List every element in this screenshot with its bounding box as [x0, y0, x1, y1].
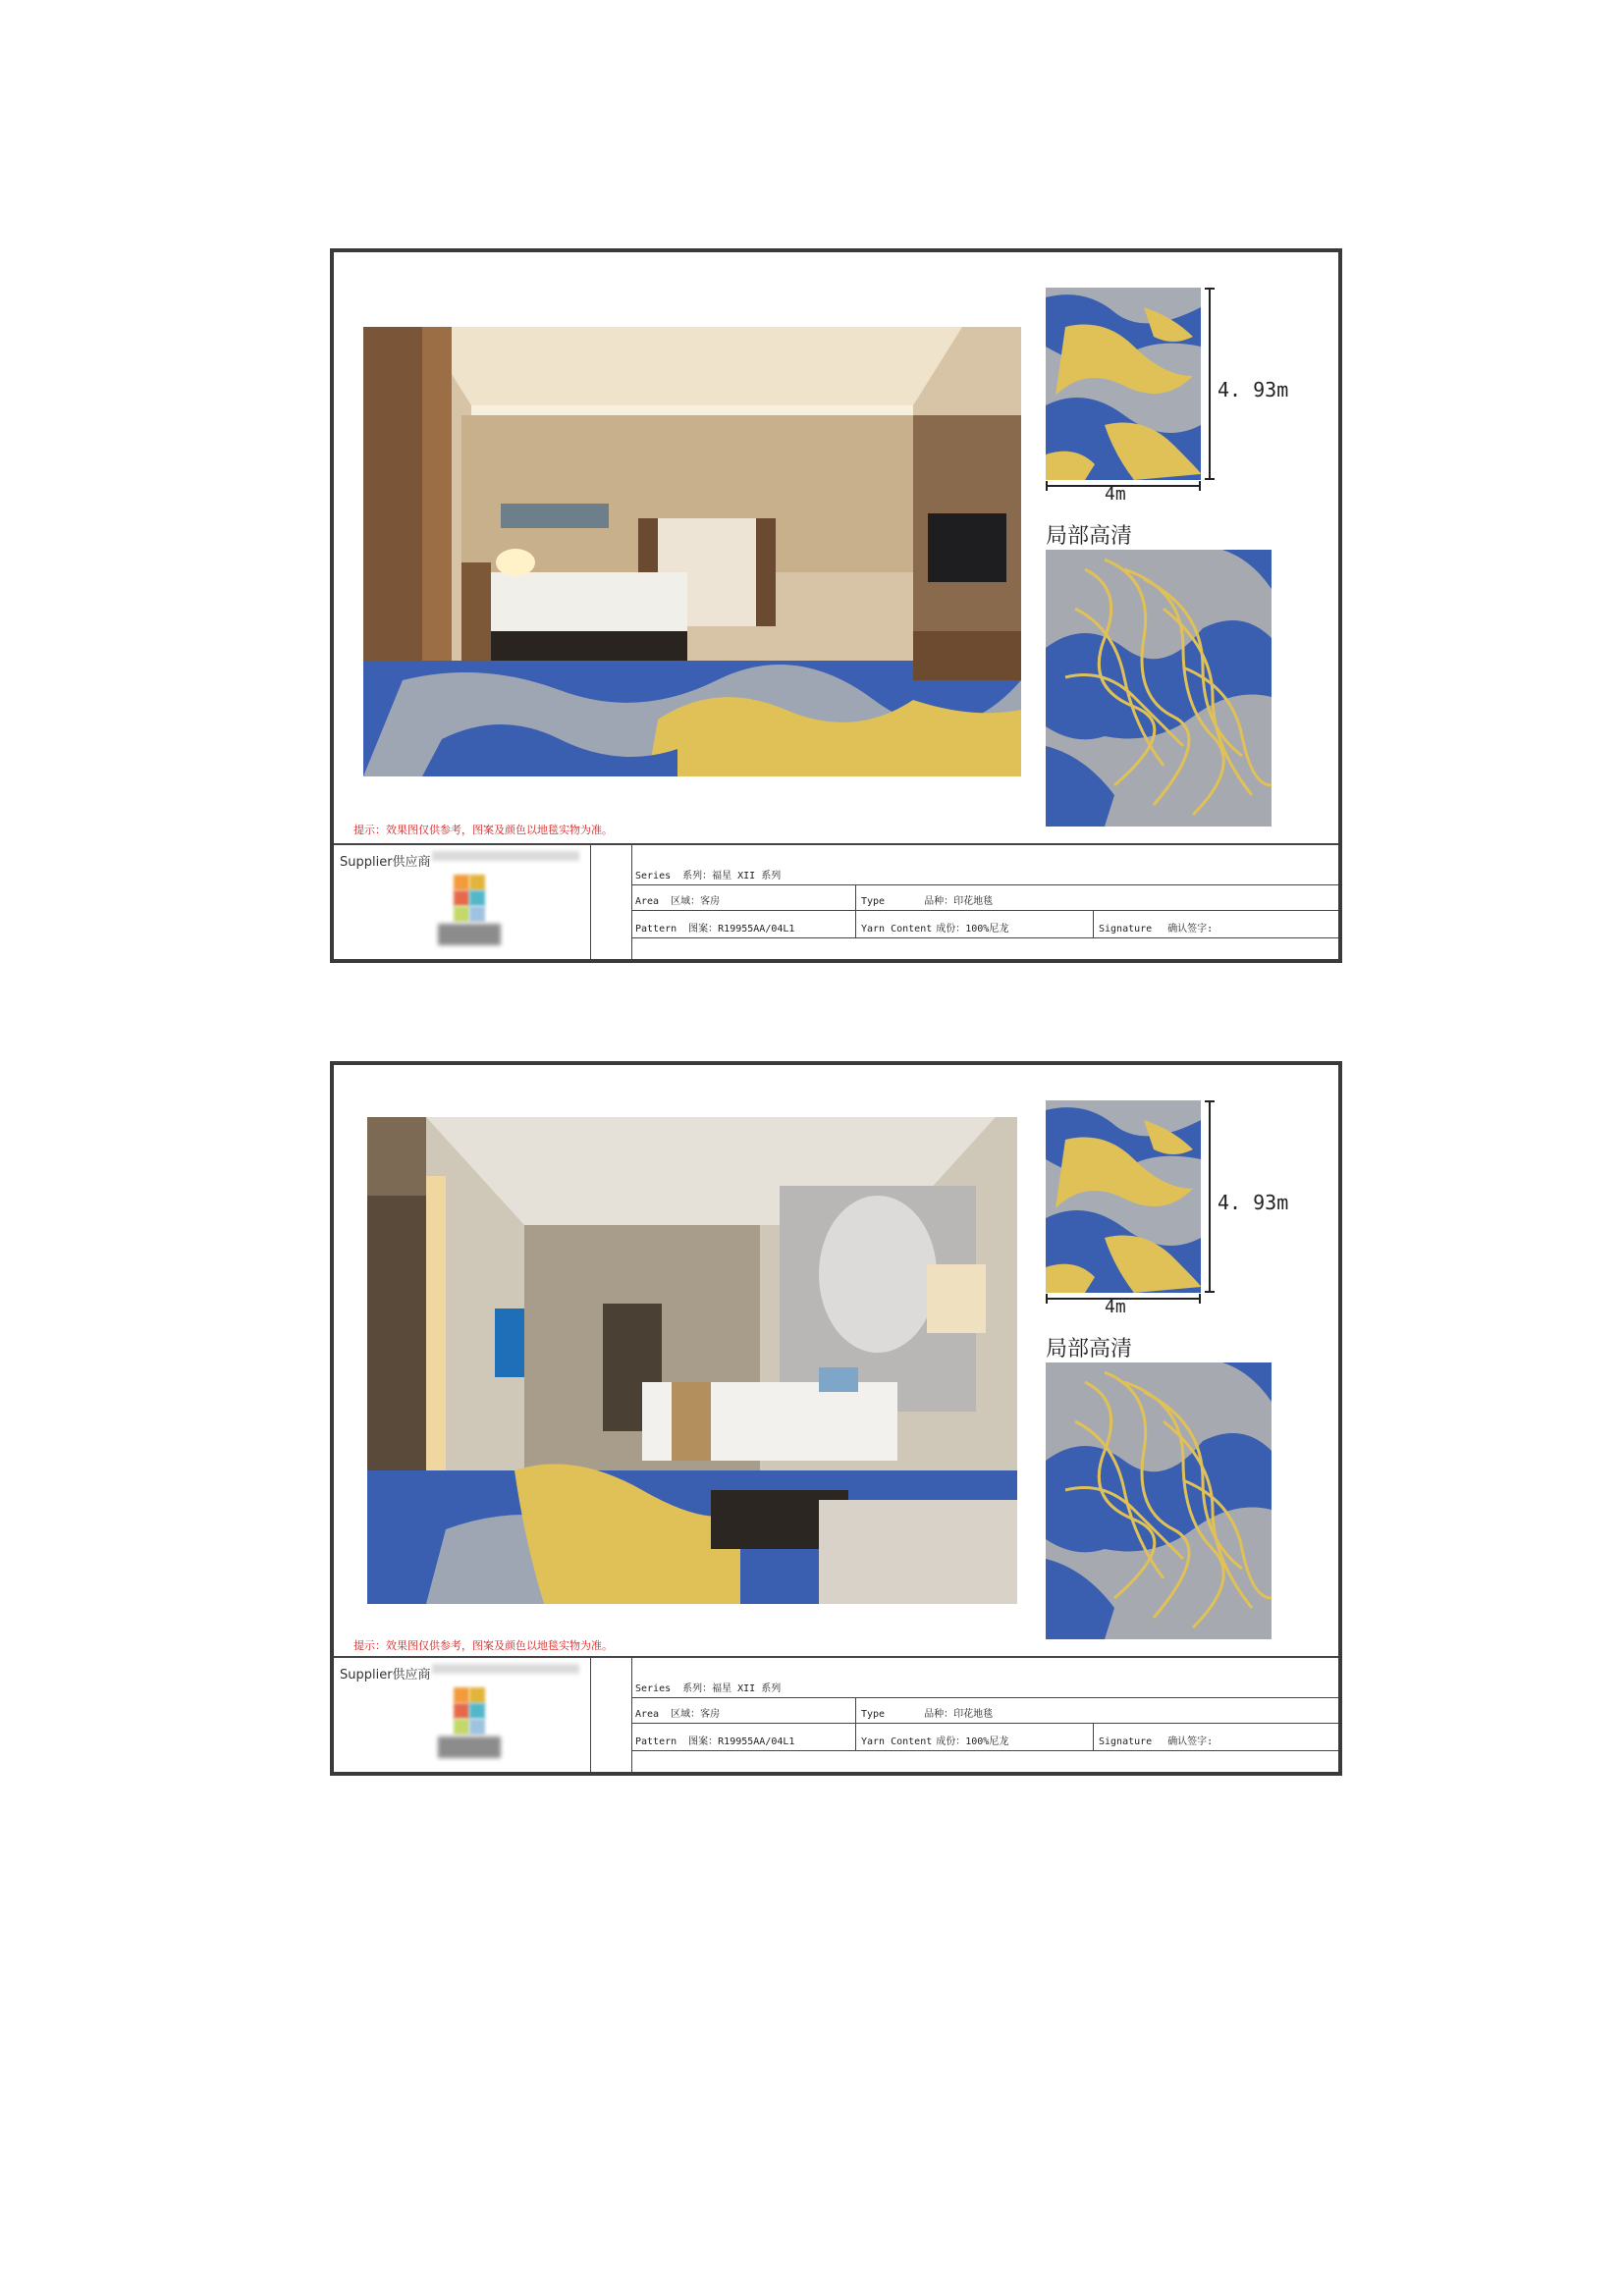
- area-key: Area: [635, 896, 660, 907]
- signature-key: Signature: [1099, 924, 1153, 934]
- room-render-image: [363, 327, 1021, 776]
- supplier-label: Supplier供应商: [340, 855, 431, 870]
- carpet-full-pattern-image: [1046, 288, 1201, 480]
- yarn-value: 成份：100%尼龙: [936, 924, 1009, 934]
- pattern-key: Pattern: [635, 1736, 677, 1747]
- height-dimension-label: 4. 93m: [1218, 378, 1289, 401]
- series-value: 系列：福星 XII 系列: [682, 871, 782, 881]
- type-key: Type: [861, 896, 886, 907]
- room-render-image: [367, 1117, 1017, 1604]
- signature-value: 确认签字:: [1167, 1736, 1214, 1747]
- area-value: 区域：客房: [671, 1709, 721, 1720]
- supplier-cell: [334, 845, 591, 959]
- height-dimension-line: [1205, 1100, 1215, 1293]
- area-value: 区域：客房: [671, 896, 721, 907]
- yarn-key: Yarn Content: [861, 1736, 933, 1747]
- signature-value: 确认签字:: [1167, 924, 1214, 934]
- carpet-full-pattern-image: [1046, 1100, 1201, 1293]
- width-dimension-label: 4m: [1105, 484, 1126, 505]
- area-type-row: [631, 884, 1338, 911]
- type-value: 品种：印花地毯: [924, 1709, 994, 1720]
- series-row: [631, 1672, 1338, 1698]
- type-value: 品种：印花地毯: [924, 896, 994, 907]
- series-key: Series: [635, 1683, 672, 1694]
- pattern-key: Pattern: [635, 924, 677, 934]
- supplier-cell: [334, 1658, 591, 1772]
- type-key: Type: [861, 1709, 886, 1720]
- height-dimension-label: 4. 93m: [1218, 1191, 1289, 1214]
- pattern-value: 图案：R19955AA/04L1: [688, 1736, 795, 1747]
- pattern-value: 图案：R19955AA/04L1: [688, 924, 795, 934]
- yarn-key: Yarn Content: [861, 924, 933, 934]
- detail-title: 局部高清: [1046, 524, 1133, 549]
- disclaimer-note: 提示：效果图仅供参考，图案及颜色以地毯实物为准。: [353, 1639, 613, 1652]
- carpet-spec-sheet: [330, 248, 1342, 963]
- carpet-detail-image: [1046, 550, 1272, 827]
- series-value: 系列：福星 XII 系列: [682, 1683, 782, 1694]
- title-block: [334, 843, 1338, 959]
- area-type-row: [631, 1697, 1338, 1724]
- supplier-label: Supplier供应商: [340, 1668, 431, 1682]
- height-dimension-line: [1205, 288, 1215, 480]
- carpet-detail-image: [1046, 1362, 1272, 1639]
- carpet-spec-sheet: [330, 1061, 1342, 1776]
- signature-key: Signature: [1099, 1736, 1153, 1747]
- title-block: [334, 1656, 1338, 1772]
- series-row: [631, 859, 1338, 885]
- series-key: Series: [635, 871, 672, 881]
- pattern-row: [631, 910, 1338, 938]
- supplier-name-redacted: [432, 1664, 579, 1674]
- area-key: Area: [635, 1709, 660, 1720]
- pattern-row: [631, 1723, 1338, 1751]
- width-dimension-label: 4m: [1105, 1297, 1126, 1317]
- supplier-logo-redacted: [438, 1687, 501, 1766]
- supplier-name-redacted: [432, 851, 579, 861]
- disclaimer-note: 提示：效果图仅供参考，图案及颜色以地毯实物为准。: [353, 824, 613, 836]
- supplier-logo-redacted: [438, 875, 501, 953]
- yarn-value: 成份：100%尼龙: [936, 1736, 1009, 1747]
- detail-title: 局部高清: [1046, 1337, 1133, 1362]
